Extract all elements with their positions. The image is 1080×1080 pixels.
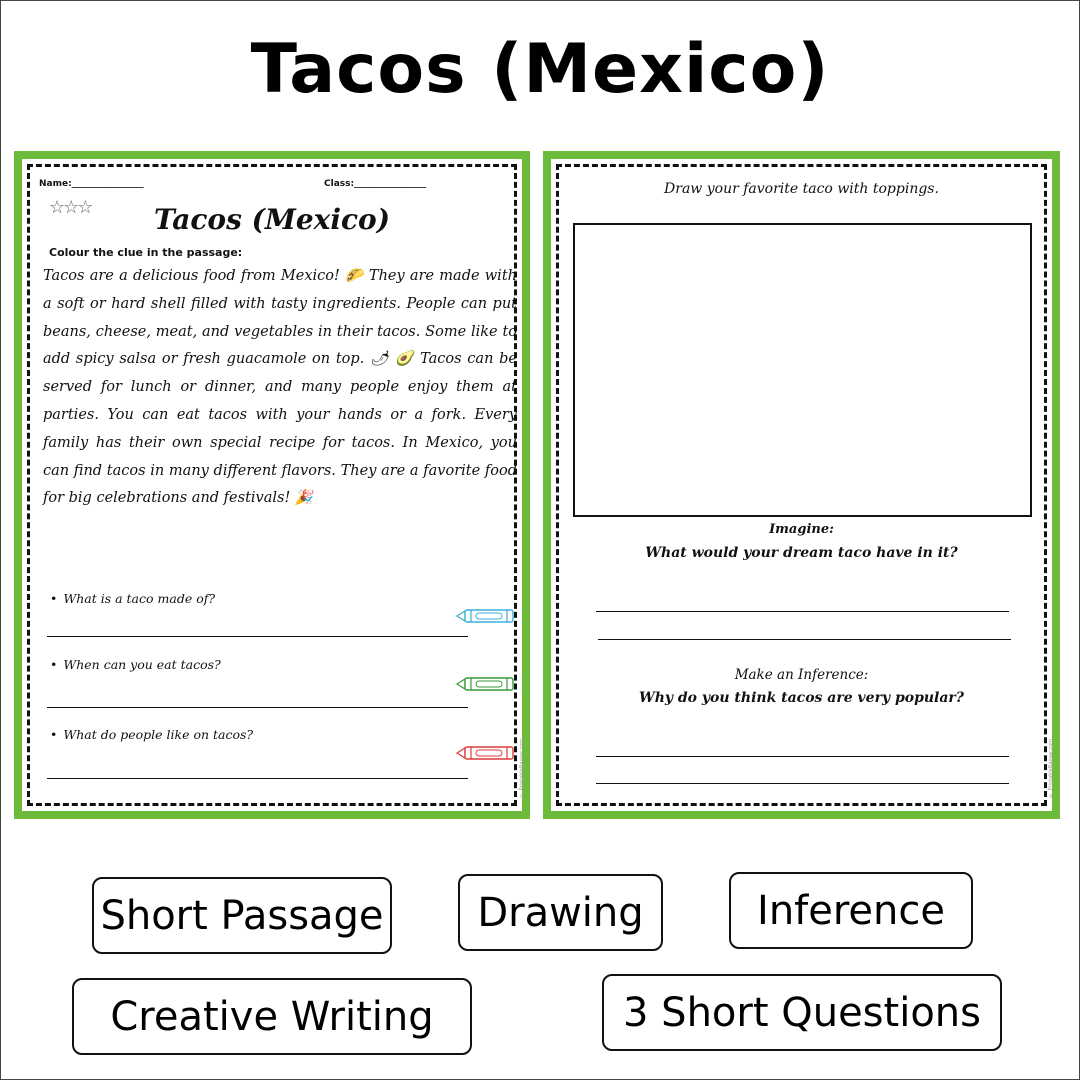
worksheet-page-inner	[551, 159, 1052, 811]
crayon-blue-icon	[456, 608, 516, 624]
crayon-green-icon	[456, 676, 516, 692]
worksheet-activity-page	[543, 151, 1060, 819]
answer-line-2[interactable]	[47, 707, 468, 708]
writing-line-2[interactable]	[598, 639, 1011, 640]
page-title: Tacos (Mexico)	[250, 30, 830, 109]
class-field-label: Class:________________	[324, 179, 427, 189]
rating-stars: ☆☆☆	[49, 197, 92, 218]
question-1: • What is a taco made of?	[50, 591, 216, 606]
worksheet-passage-page	[14, 151, 530, 819]
question-2: • When can you eat tacos?	[50, 657, 221, 672]
drawing-box[interactable]	[573, 223, 1032, 517]
crayon-blue-shape	[457, 610, 513, 622]
watermark: © PrintableBazaar.com	[1048, 739, 1054, 798]
question-3-text: What do people like on tacos?	[63, 727, 254, 742]
writing-line-3[interactable]	[596, 756, 1009, 757]
watermark: © PrintableBazaar.com	[519, 739, 525, 798]
worksheet-title: Tacos (Mexico)	[154, 203, 390, 236]
writing-line-4[interactable]	[596, 783, 1009, 784]
reading-passage: Tacos are a delicious food from Mexico! 🌮 They are made with a soft or hard shell filled with tasty ingredients. People can put beans, cheese, meat, and vegetables in their tacos. Some like to add spicy salsa or fresh guacamole on top. 🌶 🥑 Tacos can be served for lunch or dinner, and many people enjoy them at parties. You can eat tacos with your hands or a fork. Every family has their own special recipe for tacos. In Mexico, you can find tacos in many different flavors. They are a favorite food for big celebrations and festivals! 🎉	[43, 268, 517, 507]
tag-inference: Inference	[729, 872, 973, 949]
crayon-green-shape	[457, 678, 513, 690]
answer-line-1[interactable]	[47, 636, 468, 637]
writing-line-1[interactable]	[596, 611, 1009, 612]
imagine-question: What would your dream taco have in it?	[645, 545, 958, 561]
imagine-label: Imagine:	[769, 522, 834, 537]
tag-drawing: Drawing	[458, 874, 663, 951]
tag-creative-writing: Creative Writing	[72, 978, 472, 1055]
worksheet-page-inner	[22, 159, 525, 811]
inference-question: Why do you think tacos are very popular?	[638, 690, 965, 706]
instruction-text: Colour the clue in the passage:	[49, 246, 243, 259]
question-1-text: What is a taco made of?	[63, 591, 216, 606]
name-field-label: Name:________________	[39, 179, 144, 189]
question-2-text: When can you eat tacos?	[63, 657, 221, 672]
crayon-red-icon	[456, 745, 516, 761]
drawing-prompt: Draw your favorite taco with toppings.	[664, 181, 939, 197]
answer-line-3[interactable]	[47, 778, 468, 779]
crayon-red-shape	[457, 747, 513, 759]
inference-label: Make an Inference:	[734, 667, 869, 683]
question-3: • What do people like on tacos?	[50, 727, 254, 742]
tag-3-short-questions: 3 Short Questions	[602, 974, 1002, 1051]
tag-short-passage: Short Passage	[92, 877, 392, 954]
